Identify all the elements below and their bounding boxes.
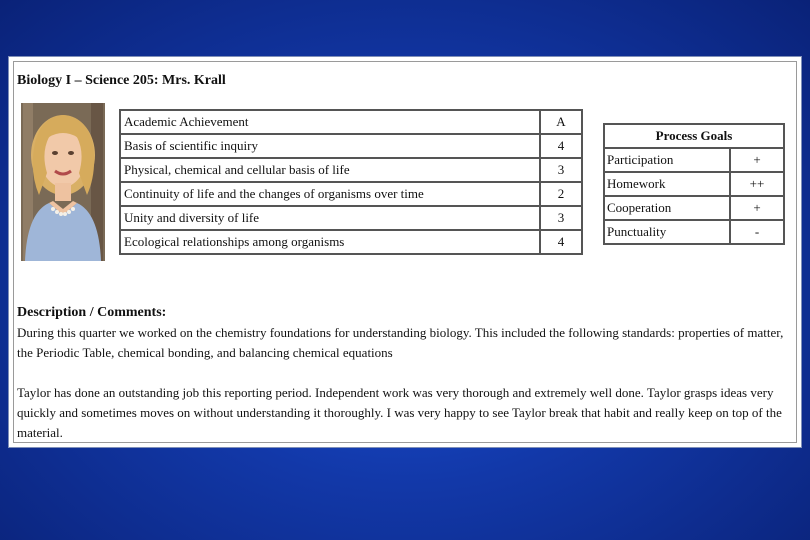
achievement-grade: 4 <box>540 134 582 158</box>
comment-paragraph: Taylor has done an outstanding job this reporting period. Independent work was very thorough and extremely well done. Taylor grasps ideas very quickly and sometimes moves on without understanding it thoroughly. I was very happy to see Taylor break that habit and really keep on top of the material. <box>17 385 782 440</box>
achievement-label: Continuity of life and the changes of organisms over time <box>120 182 540 206</box>
achievement-grade: 3 <box>540 158 582 182</box>
table-row <box>120 182 582 206</box>
table-row <box>120 134 582 158</box>
goal-mark: ++ <box>730 172 784 196</box>
achievement-header-label: Academic Achievement <box>120 110 540 134</box>
description-paragraph: During this quarter we worked on the chemistry foundations for understanding biology. This included the following standards: properties of matter, the Periodic Table, chemical bonding, and balancing chemical equations <box>17 325 784 360</box>
goal-mark: + <box>730 148 784 172</box>
process-goals-header: Process Goals <box>604 124 784 148</box>
goal-label: Cooperation <box>604 196 730 220</box>
goal-label: Homework <box>604 172 730 196</box>
report-card <box>8 56 802 448</box>
goal-label: Participation <box>604 148 730 172</box>
achievement-label: Physical, chemical and cellular basis of life <box>120 158 540 182</box>
achievement-grade: 2 <box>540 182 582 206</box>
achievement-header-grade: A <box>540 110 582 134</box>
table-row <box>120 206 582 230</box>
achievement-label: Ecological relationships among organisms <box>120 230 540 254</box>
achievement-grade: 3 <box>540 206 582 230</box>
process-goals-table <box>603 123 785 245</box>
table-row <box>120 230 582 254</box>
table-row <box>604 196 784 220</box>
academic-achievement-table <box>119 109 583 255</box>
table-row <box>120 158 582 182</box>
goal-mark: - <box>730 220 784 244</box>
table-row <box>604 148 784 172</box>
table-header-row <box>604 124 784 148</box>
table-row <box>604 172 784 196</box>
goal-label: Punctuality <box>604 220 730 244</box>
achievement-label: Unity and diversity of life <box>120 206 540 230</box>
goal-mark: + <box>730 196 784 220</box>
table-row <box>604 220 784 244</box>
achievement-label: Basis of scientific inquiry <box>120 134 540 158</box>
description-title: Description / Comments: <box>17 305 167 320</box>
table-header-row <box>120 110 582 134</box>
achievement-grade: 4 <box>540 230 582 254</box>
course-title: Biology I – Science 205: Mrs. Krall <box>17 73 226 88</box>
teacher-photo <box>21 103 105 261</box>
